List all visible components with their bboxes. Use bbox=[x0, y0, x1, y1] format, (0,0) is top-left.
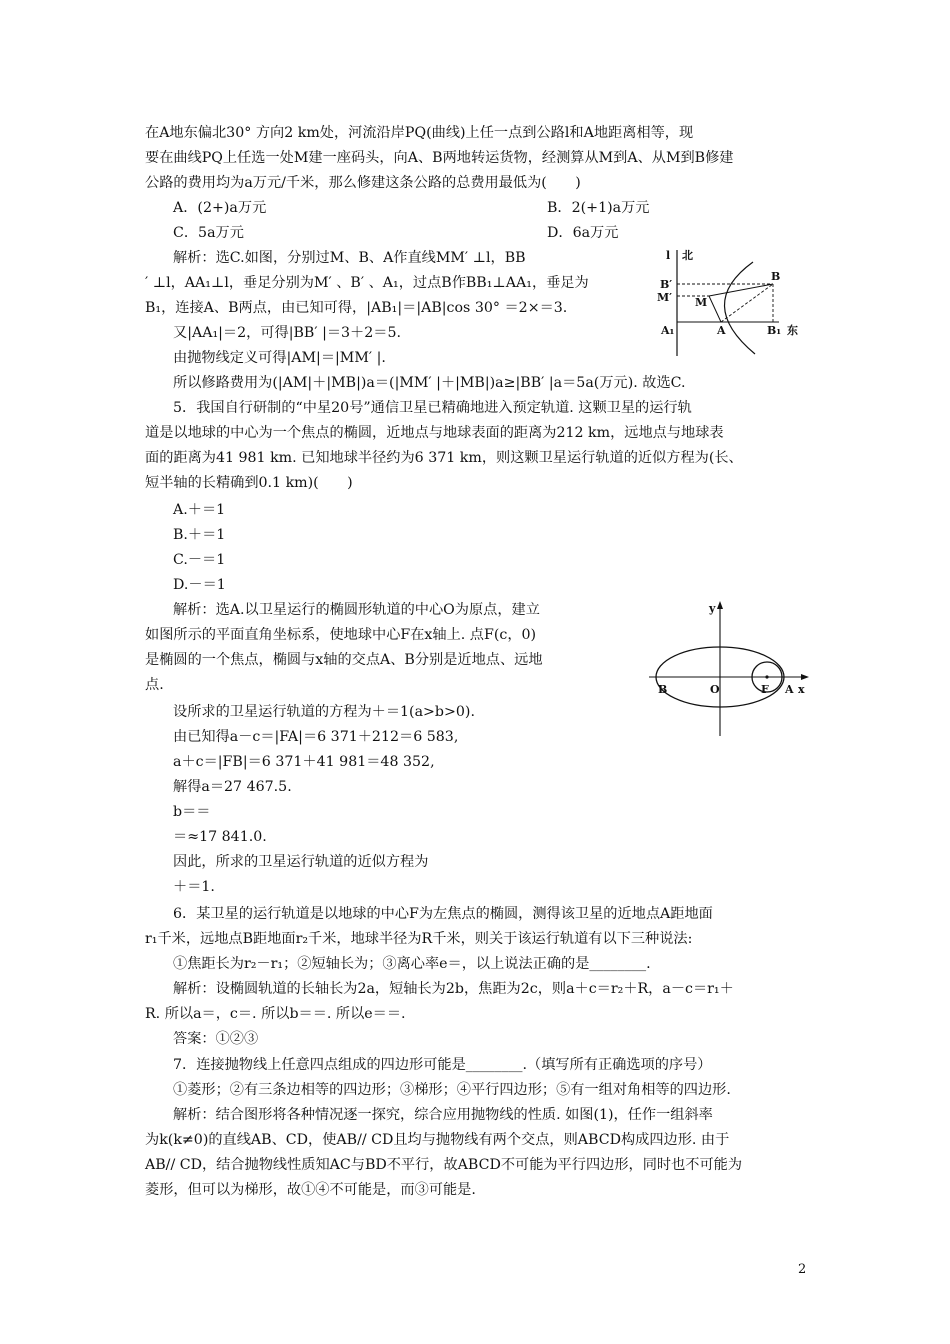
q5-stem-line-4: 短半轴的长精确到0.1 km)( ) bbox=[145, 475, 353, 491]
fig4-label-a: A bbox=[717, 324, 726, 337]
q6-line-4: 解析：设椭圆轨道的长轴长为2a，短轴长为2b，焦距为2c，则a＋c＝r₂＋R，a－c＝r₁＋ bbox=[173, 981, 734, 997]
q4-option-c: C．5a万元 bbox=[173, 225, 244, 241]
fig4-label-north: 北 bbox=[682, 249, 693, 262]
fig5-label-o: O bbox=[710, 683, 720, 696]
fig5-label-x: x bbox=[798, 683, 805, 696]
segment-mb bbox=[709, 284, 773, 296]
fig4-label-east: 东 bbox=[787, 324, 798, 337]
q5-solution-line-3: 是椭圆的一个焦点，椭圆与x轴的交点A、B分别是近地点、远地 bbox=[145, 652, 543, 668]
q5-option-c: C.－＝1 bbox=[173, 552, 226, 568]
q7-line-1: 7．连接抛物线上任意四点组成的四边形可能是________.（填写所有正确选项的序号） bbox=[173, 1057, 712, 1073]
q7-line-5: AB// CD，结合抛物线性质知AC与BD不平行，故ABCD不可能为平行四边形，同时也不可能为 bbox=[145, 1157, 743, 1173]
page-number: 2 bbox=[798, 1262, 807, 1277]
q5-solution2-line-5: b＝＝ bbox=[173, 804, 211, 820]
q4-stem-line-2: 要在曲线PQ上任选一处M建一座码头，向A、B两地转运货物，经测算从M到A、从M到B修建 bbox=[145, 150, 734, 166]
focus-point bbox=[765, 675, 768, 678]
river-curve-pq bbox=[724, 262, 755, 354]
fig4-label-b1: B₁ bbox=[767, 324, 782, 337]
q6-answer: 答案：①②③ bbox=[173, 1031, 259, 1047]
q4-solution-line-6: 所以修路费用为(|AM|＋|MB|)a＝(|MM′ |＋|MB|)a≥|BB′ |a＝5a(万元). 故选C. bbox=[173, 375, 686, 391]
fig4-label-b: B bbox=[771, 270, 781, 283]
q4-solution-line-5: 由抛物线定义可得|AM|＝|MM′ |. bbox=[173, 350, 386, 366]
q5-option-d: D.－＝1 bbox=[173, 577, 226, 593]
q5-ellipse-figure bbox=[645, 598, 815, 738]
fig5-label-f: F bbox=[761, 683, 769, 696]
fig4-label-m: M bbox=[695, 296, 708, 309]
fig5-label-a: A bbox=[785, 683, 794, 696]
q5-option-b: B.＋＝1 bbox=[173, 527, 226, 543]
q6-line-5: R. 所以a＝，c＝. 所以b＝＝. 所以e＝＝. bbox=[145, 1006, 406, 1022]
fig5-label-y: y bbox=[709, 602, 716, 615]
q5-solution2-line-8: ＋＝1. bbox=[173, 879, 215, 895]
y-axis-arrow bbox=[717, 601, 723, 609]
q5-solution2-line-1: 设所求的卫星运行轨道的方程为＋＝1(a>b>0). bbox=[173, 704, 475, 720]
q5-stem-line-3: 面的距离为41 981 km. 已知地球半径约为6 371 km，则这颗卫星运行轨道的近似方程为(长、 bbox=[145, 450, 743, 466]
q6-line-1: 6．某卫星的运行轨道是以地球的中心F为左焦点的椭圆，测得该卫星的近地点A距地面 bbox=[173, 906, 713, 922]
x-axis-arrow bbox=[801, 674, 809, 680]
q5-solution2-line-4: 解得a＝27 467.5. bbox=[173, 779, 292, 795]
q5-solution2-line-6: ＝≈17 841.0. bbox=[173, 829, 267, 845]
fig4-label-l: l bbox=[666, 249, 671, 262]
q5-stem-line-2: 道是以地球的中心为一个焦点的椭圆，近地点与地球表面的距离为212 km，远地点与地球表 bbox=[145, 425, 724, 441]
q4-solution-line-1: 解析：选C.如图，分别过M、B、A作直线MM′ ⊥l，BB bbox=[173, 250, 526, 266]
q4-option-d: D．6a万元 bbox=[547, 225, 619, 241]
q7-line-3: 解析：结合图形将各种情况逐一探究，综合应用抛物线的性质. 如图(1)，任作一组斜率 bbox=[173, 1107, 713, 1123]
fig4-label-b-prime: B′ bbox=[660, 278, 673, 291]
fig5-label-b: B bbox=[658, 683, 668, 696]
segment-ma bbox=[709, 296, 721, 322]
q4-option-b: B．2(+1)a万元 bbox=[547, 200, 650, 216]
q4-solution-line-3: B₁，连接A、B两点，由已知可得，|AB₁|＝|AB|cos 30° ＝2×＝3. bbox=[145, 300, 568, 316]
q6-line-3: ①焦距长为r₂－r₁；②短轴长为；③离心率e＝，以上说法正确的是________. bbox=[173, 956, 651, 972]
q7-line-6: 菱形，但可以为梯形，故①④不可能是，而③可能是. bbox=[145, 1182, 476, 1198]
q4-stem-line-1: 在A地东偏北30° 方向2 km处，河流沿岸PQ(曲线)上任一点到公路l和A地距离相等，现 bbox=[145, 125, 694, 141]
fig4-label-m-prime: M′ bbox=[657, 291, 673, 304]
q5-solution2-line-2: 由已知得a－c＝|FA|＝6 371＋212＝6 583, bbox=[173, 729, 459, 745]
q4-solution-line-2: ′ ⊥l，AA₁⊥l，垂足分别为M′ 、B′ 、A₁，过点B作BB₁⊥AA₁，垂足为 bbox=[145, 275, 589, 291]
q5-stem-line-1: 5．我国自行研制的“中星20号”通信卫星已精确地进入预定轨道. 这颗卫星的运行轨 bbox=[173, 400, 692, 416]
q5-solution2-line-3: a＋c＝|FB|＝6 371＋41 981＝48 352, bbox=[173, 754, 435, 770]
q5-solution-line-2: 如图所示的平面直角坐标系，使地球中心F在x轴上. 点F(c，0) bbox=[145, 627, 537, 643]
q5-option-a: A.＋＝1 bbox=[173, 502, 226, 518]
q6-line-2: r₁千米，远地点B距地面r₂千米，地球半径为R千米，则关于该运行轨道有以下三种说法: bbox=[145, 931, 693, 947]
fig4-label-a1: A₁ bbox=[661, 324, 675, 337]
q5-solution-line-4: 点. bbox=[145, 677, 164, 693]
q4-solution-line-4: 又|AA₁|＝2，可得|BB′ |＝3＋2＝5. bbox=[173, 325, 401, 341]
q5-solution2-line-7: 因此，所求的卫星运行轨道的近似方程为 bbox=[173, 854, 429, 870]
dashed-ab bbox=[721, 284, 773, 322]
q4-stem-line-3: 公路的费用均为a万元/千米，那么修建这条公路的总费用最低为( ) bbox=[145, 175, 581, 191]
q5-solution-line-1: 解析：选A.以卫星运行的椭圆形轨道的中心O为原点，建立 bbox=[173, 602, 540, 618]
q7-line-4: 为k(k≠0)的直线AB、CD，使AB// CD且均与抛物线有两个交点，则ABCD构成四边形. 由于 bbox=[145, 1132, 730, 1148]
q7-line-2: ①菱形；②有三条边相等的四边形；③梯形；④平行四边形；⑤有一组对角相等的四边形. bbox=[173, 1082, 731, 1098]
q4-option-a: A．(2+)a万元 bbox=[173, 200, 267, 216]
q4-parabola-figure bbox=[655, 246, 815, 358]
